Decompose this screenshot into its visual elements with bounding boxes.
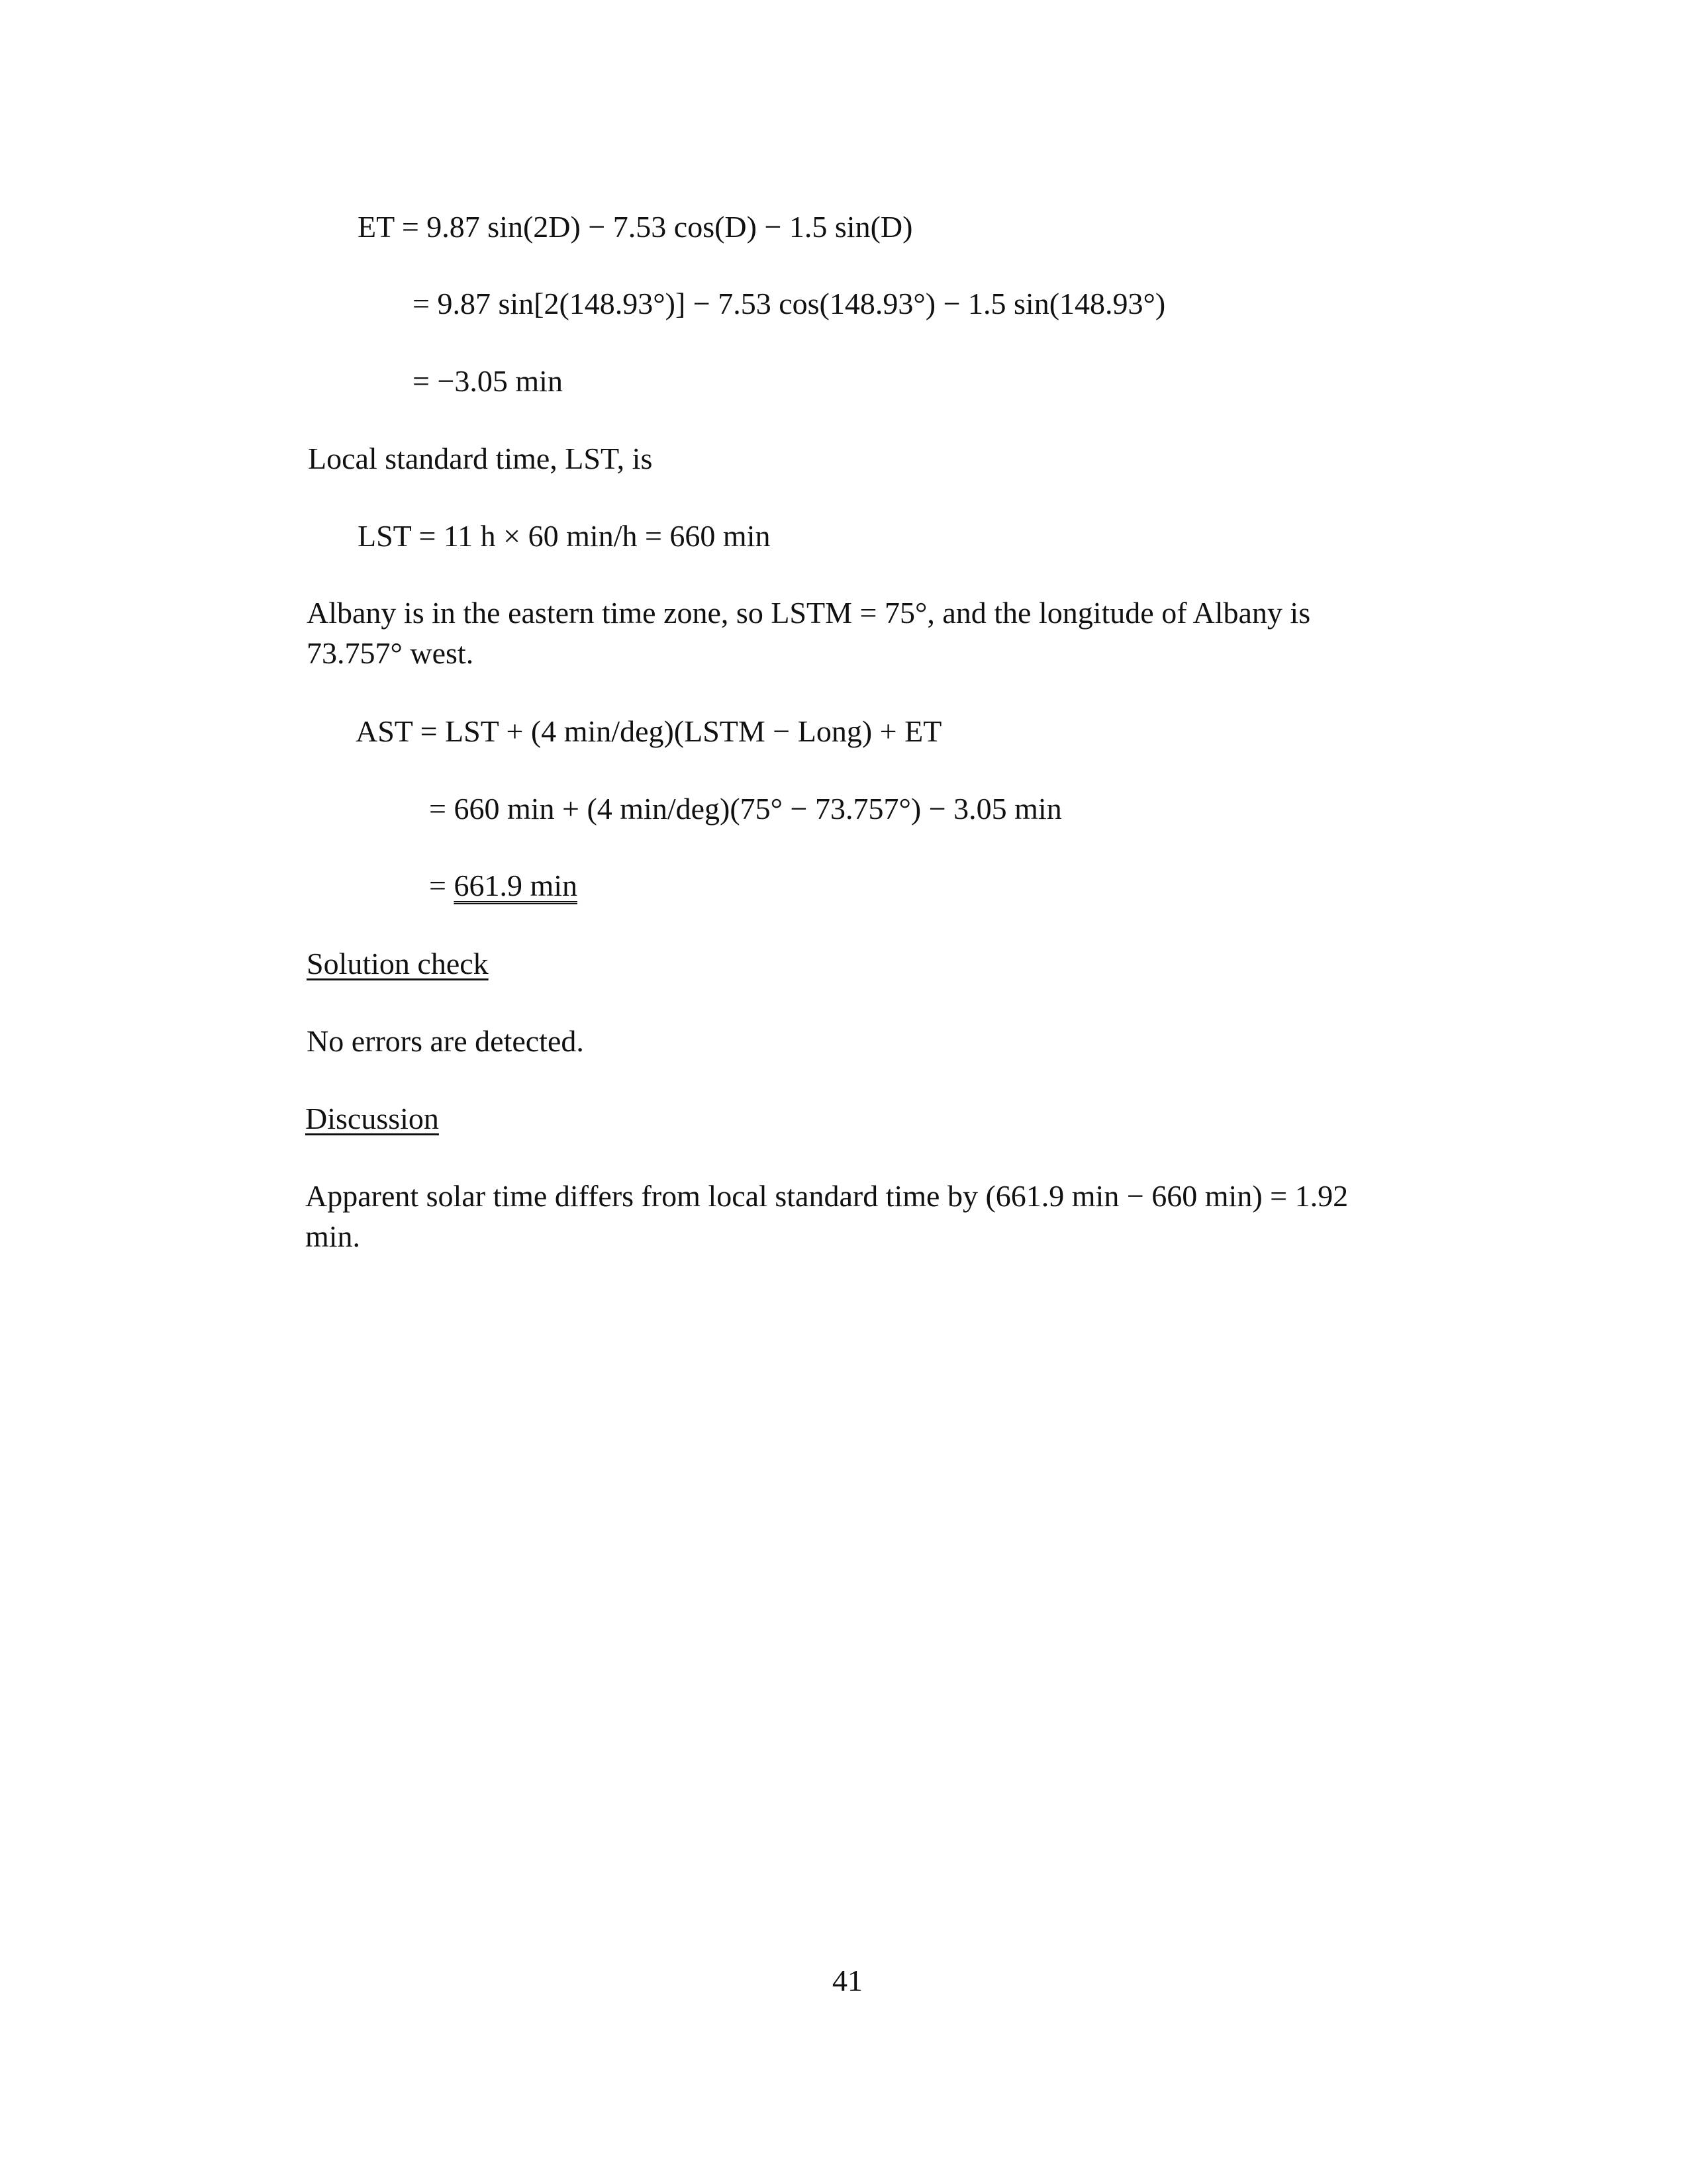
solution-check-heading: Solution check: [307, 947, 489, 980]
ast-result-value: 661.9 min: [454, 869, 578, 902]
et-equation-line1: ET = 9.87 sin(2D) − 7.53 cos(D) − 1.5 sin(D): [358, 210, 913, 244]
ast-equation-line1: AST = LST + (4 min/deg)(LSTM − Long) + ET: [356, 714, 942, 748]
lst-intro: Local standard time, LST, is: [308, 442, 653, 475]
et-equation-line3: = −3.05 min: [412, 364, 563, 398]
et-equation-line2: = 9.87 sin[2(148.93°)] − 7.53 cos(148.93°) − 1.5 sin(148.93°): [412, 287, 1166, 320]
albany-line1: Albany is in the eastern time zone, so LSTM = 75°, and the longitude of Albany is: [307, 596, 1311, 630]
lst-equation: LST = 11 h × 60 min/h = 660 min: [358, 519, 771, 553]
page-number: 41: [832, 1964, 863, 1997]
solution-check-text: No errors are detected.: [307, 1024, 584, 1058]
ast-equation-line3: [429, 871, 577, 901]
discussion-line2: min.: [305, 1219, 361, 1253]
albany-line2: 73.757° west.: [307, 636, 474, 670]
ast-equation-line2: = 660 min + (4 min/deg)(75° − 73.757°) − 3.05 min: [429, 792, 1062, 826]
ast-result-prefix: =: [429, 869, 454, 902]
discussion-heading: Discussion: [305, 1102, 439, 1135]
discussion-line1: Apparent solar time differs from local standard time by (661.9 min − 660 min) = 1.92: [305, 1179, 1349, 1213]
